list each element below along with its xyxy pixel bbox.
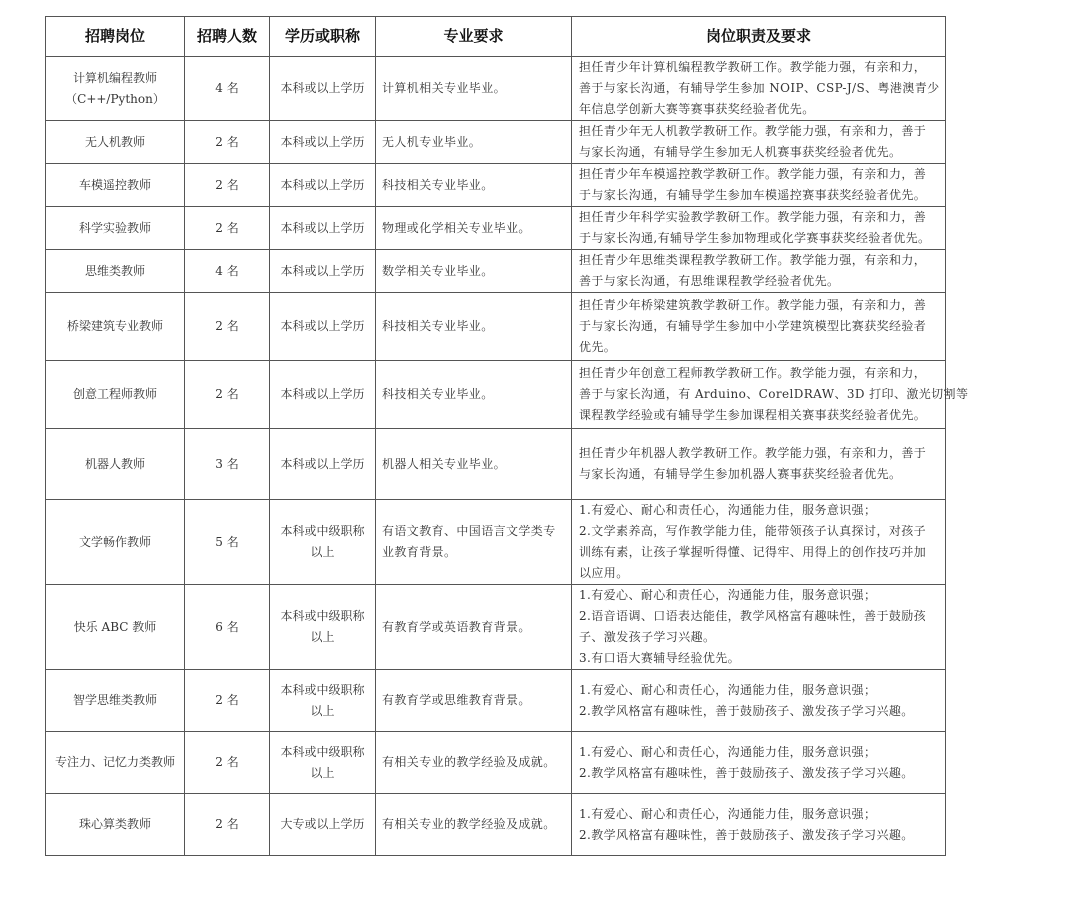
education-cell-line: 本科或中级职称 [280,524,365,538]
table-row [46,361,946,429]
position-cell [46,732,185,794]
duties-cell-line: 子、激发孩子学习兴趣。 [579,630,716,644]
major-cell-line: 机器人相关专业毕业。 [382,456,507,471]
major-cell-line: 无人机专业毕业。 [382,134,482,149]
table-row [46,794,946,856]
major-cell [376,361,572,429]
major-cell [376,207,572,250]
position-cell-line: 机器人教师 [84,456,145,471]
duties-cell-line: 课程教学经验或有辅导学生参加课程相关赛事获奖经验者优先。 [579,408,927,422]
major-cell-line: 有相关专业的教学经验及成就。 [382,755,556,769]
duties-cell-line: 于与家长沟通,有辅导学生参加物理或化学赛事获奖经验者优先。 [579,231,931,245]
education-cell-line: 大专或以上学历 [280,817,365,831]
duties-cell-line: 担任青少年机器人教学教研工作。教学能力强，有亲和力，善于 [579,446,927,460]
count-cell: 2 名 [185,164,270,207]
major-cell [376,585,572,670]
major-cell [376,429,572,500]
duties-cell-line: 2.文学素养高，写作教学能力佳，能带领孩子认真探讨，对孩子 [579,524,927,538]
count-cell: 2 名 [185,121,270,164]
education-cell [270,207,376,250]
position-cell-line: 珠心算类教师 [78,817,151,831]
duties-cell [572,429,946,500]
duties-cell-line: 年信息学创新大赛等赛事获奖经验者优先。 [579,102,815,116]
position-cell [46,794,185,856]
position-cell-line: 专注力、记忆力类教师 [54,755,175,769]
position-cell [46,250,185,293]
major-cell-line: 有语文教育、中国语言文学类专 [382,524,556,538]
duties-cell-line: 善于与家长沟通，有辅导学生参加 NOIP、CSP-J/S、粤港澳青少 [579,81,940,95]
duties-cell-line: 于与家长沟通，有辅导学生参加中小学建筑模型比赛获奖经验者 [579,319,927,333]
position-cell-line: 智学思维类教师 [72,693,157,707]
position-cell [46,207,185,250]
header-count: 招聘人数 [185,17,270,57]
duties-cell-line: 2.语音语调、口语表达能佳，教学风格富有趣味性，善于鼓励孩 [579,609,927,623]
table-row [46,57,946,121]
header-position: 招聘岗位 [46,17,185,57]
education-cell-line: 本科或以上学历 [280,387,365,401]
count-cell: 3 名 [185,429,270,500]
recruitment-table-container [45,16,969,856]
education-cell [270,164,376,207]
duties-cell [572,732,946,794]
position-cell [46,361,185,429]
duties-cell [572,207,946,250]
position-cell-line: 计算机编程教师 [72,70,157,85]
position-cell [46,670,185,732]
major-cell [376,121,572,164]
table-row [46,293,946,361]
education-cell [270,732,376,794]
table-row [46,429,946,500]
education-cell-line: 本科或中级职称 [280,609,365,623]
position-cell [46,121,185,164]
duties-cell [572,57,946,121]
education-cell-line: 本科或以上学历 [280,134,365,149]
position-cell-line: 科学实验教师 [78,220,151,235]
major-cell-line: 科技相关专业毕业。 [382,177,494,192]
duties-cell-line: 1.有爱心、耐心和责任心，沟通能力佳，服务意识强； [579,806,877,821]
education-cell [270,585,376,670]
education-cell-line: 本科或以上学历 [280,177,365,192]
education-cell [270,121,376,164]
table-header-row [46,17,946,57]
table-row [46,121,946,164]
duties-cell-line: 担任青少年计算机编程教学教研工作。教学能力强，有亲和力， [579,60,927,74]
education-cell-line: 以上 [310,545,335,559]
major-cell-line: 有相关专业的教学经验及成就。 [382,817,556,831]
position-cell-line: （C++/Python） [65,91,165,106]
duties-cell-line: 2.教学风格富有趣味性，善于鼓励孩子、激发孩子学习兴趣。 [579,827,914,842]
education-cell-line: 以上 [310,703,335,718]
table-row [46,732,946,794]
duties-cell-line: 1.有爱心、耐心和责任心，沟通能力佳，服务意识强； [579,503,877,517]
count-cell: 4 名 [185,250,270,293]
count-cell: 2 名 [185,293,270,361]
major-cell-line: 物理或化学相关专业毕业。 [382,220,531,235]
education-cell [270,361,376,429]
duties-cell [572,361,969,429]
duties-cell [572,585,946,670]
table-row [46,250,946,293]
duties-cell [572,293,946,361]
table-row [46,500,946,585]
education-cell-line: 本科或中级职称 [280,744,365,759]
duties-cell-line: 1.有爱心、耐心和责任心，沟通能力佳，服务意识强； [579,744,877,759]
duties-cell [572,250,946,293]
count-cell: 2 名 [185,361,270,429]
major-cell-line: 科技相关专业毕业。 [382,387,494,401]
position-cell [46,57,185,121]
count-cell: 2 名 [185,207,270,250]
education-cell [270,794,376,856]
major-cell [376,57,572,121]
education-cell-line: 以上 [310,630,335,644]
major-cell-line: 数学相关专业毕业。 [382,263,494,278]
duties-cell-line: 2.教学风格富有趣味性，善于鼓励孩子、激发孩子学习兴趣。 [579,765,914,780]
major-cell [376,164,572,207]
position-cell [46,164,185,207]
position-cell [46,429,185,500]
duties-cell [572,500,946,585]
major-cell [376,670,572,732]
position-cell-line: 无人机教师 [84,134,145,149]
duties-cell-line: 训练有素，让孩子掌握听得懂、记得牢、用得上的创作技巧并加 [579,545,927,559]
major-cell-line: 有教育学或思维教育背景。 [382,693,531,707]
duties-cell [572,121,946,164]
major-cell-line: 科技相关专业毕业。 [382,319,494,333]
education-cell-line: 本科或中级职称 [280,682,365,697]
count-cell: 2 名 [185,794,270,856]
position-cell-line: 创意工程师教师 [72,387,157,401]
education-cell-line: 本科或以上学历 [280,319,365,333]
major-cell [376,250,572,293]
major-cell-line: 计算机相关专业毕业。 [382,81,507,95]
position-cell [46,500,185,585]
duties-cell-line: 优先。 [579,340,617,354]
duties-cell-line: 于与家长沟通，有辅导学生参加车模遥控赛事获奖经验者优先。 [579,188,927,202]
education-cell [270,250,376,293]
education-cell [270,670,376,732]
duties-cell [572,670,946,732]
recruitment-table [45,16,969,856]
duties-cell-line: 担任青少年思维类课程教学教研工作。教学能力强，有亲和力， [579,253,927,267]
major-cell [376,500,572,585]
major-cell-line: 有教育学或英语教育背景。 [382,619,531,634]
duties-cell [572,164,946,207]
duties-cell-line: 担任青少年创意工程师教学教研工作。教学能力强，有亲和力， [579,366,927,380]
duties-cell-line: 与家长沟通，有辅导学生参加无人机赛事获奖经验者优先。 [579,145,902,159]
education-cell-line: 以上 [310,765,335,780]
duties-cell-line: 担任青少年科学实验教学教研工作。教学能力强，有亲和力，善 [579,210,927,224]
education-cell-line: 本科或以上学历 [280,81,365,95]
position-cell [46,585,185,670]
table-row [46,207,946,250]
count-cell: 4 名 [185,57,270,121]
duties-cell-line: 与家长沟通，有辅导学生参加机器人赛事获奖经验者优先。 [579,467,902,481]
education-cell-line: 本科或以上学历 [280,220,365,235]
education-cell [270,293,376,361]
count-cell: 6 名 [185,585,270,670]
header-duties: 岗位职责及要求 [572,17,946,57]
position-cell-line: 桥梁建筑专业教师 [66,319,163,333]
duties-cell-line: 善于与家长沟通，有 Arduino、CorelDRAW、3D 打印、激光切割等 [579,387,969,401]
major-cell [376,732,572,794]
position-cell [46,293,185,361]
position-cell-line: 快乐 ABC 教师 [73,619,157,634]
table-row [46,585,946,670]
position-cell-line: 思维类教师 [84,263,145,278]
education-cell [270,500,376,585]
duties-cell-line: 担任青少年车模遥控教学教研工作。教学能力强，有亲和力，善 [579,167,927,181]
duties-cell-line: 担任青少年无人机教学教研工作。教学能力强，有亲和力，善于 [579,124,927,138]
header-education: 学历或职称 [270,17,376,57]
count-cell: 2 名 [185,732,270,794]
major-cell [376,293,572,361]
duties-cell-line: 担任青少年桥梁建筑教学教研工作。教学能力强，有亲和力，善 [579,298,927,312]
duties-cell-line: 1.有爱心、耐心和责任心，沟通能力佳，服务意识强； [579,682,877,697]
major-cell [376,794,572,856]
table-row [46,164,946,207]
header-major: 专业要求 [376,17,572,57]
position-cell-line: 文学畅作教师 [78,534,151,549]
duties-cell [572,794,946,856]
count-cell: 5 名 [185,500,270,585]
duties-cell-line: 2.教学风格富有趣味性，善于鼓励孩子、激发孩子学习兴趣。 [579,703,914,718]
duties-cell-line: 1.有爱心、耐心和责任心，沟通能力佳，服务意识强； [579,588,877,602]
table-row [46,670,946,732]
duties-cell-line: 善于与家长沟通，有思维课程教学经验者优先。 [579,274,840,288]
education-cell [270,429,376,500]
major-cell-line: 业教育背景。 [382,545,457,559]
position-cell-line: 车模遥控教师 [78,177,151,192]
duties-cell-line: 以应用。 [579,566,629,580]
count-cell: 2 名 [185,670,270,732]
education-cell [270,57,376,121]
education-cell-line: 本科或以上学历 [280,456,365,471]
education-cell-line: 本科或以上学历 [280,263,365,278]
duties-cell-line: 3.有口语大赛辅导经验优先。 [579,651,741,665]
